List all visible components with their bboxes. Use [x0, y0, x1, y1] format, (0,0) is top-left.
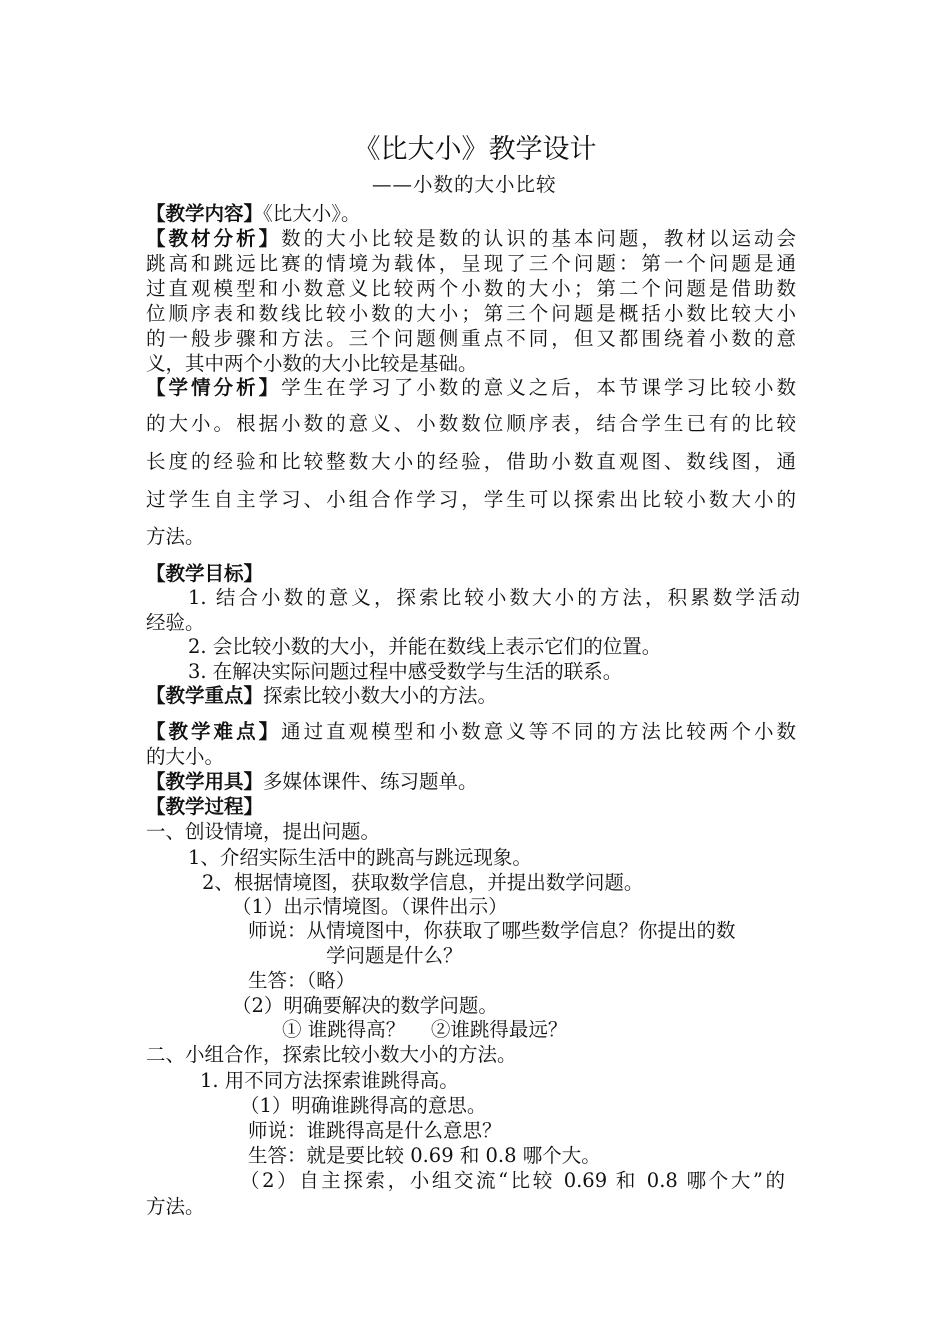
section-goals — [146, 561, 263, 587]
section-text: 《比大小》。 — [263, 202, 361, 225]
section-tools — [146, 769, 478, 795]
process-heading: 二、小组合作，探索比较小数大小的方法。 — [146, 1043, 517, 1066]
section-difficulty — [146, 719, 796, 745]
paragraph-line: 长度的经验和比较整数大小的经验，借助小数直观图、数线图，通 — [146, 450, 796, 473]
section-key-point — [146, 683, 497, 709]
process-line: （1）明确谁跳得高的意思。 — [240, 1094, 487, 1117]
section-label: 【教学内容】 — [146, 202, 264, 225]
section-label: 【教材分析】 — [146, 227, 282, 250]
section-label: 【学情分析】 — [146, 376, 282, 399]
section-students — [146, 375, 796, 401]
goal-item: 经验。 — [146, 611, 205, 634]
paragraph-line: 的一般步骤和方法。三个问题侧重点不同，但又都围绕着小数的意 — [146, 327, 796, 350]
paragraph-line: 数的大小比较是数的认识的基本问题，教材以运动会 — [281, 227, 796, 250]
process-line: 1. 用不同方法探索谁跳得高。 — [200, 1069, 459, 1092]
paragraph-line: 位顺序表和数线比较小数的大小；第三个问题是概括小数比较大小 — [146, 302, 796, 325]
process-line: 1、介绍实际生活中的跳高与跳远现象。 — [188, 846, 532, 869]
section-label: 【教学难点】 — [146, 720, 282, 743]
section-material — [146, 226, 796, 252]
document-title: 《比大小》教学设计 — [353, 134, 597, 165]
paragraph-line: 的大小。根据小数的意义、小数数位顺序表，结合学生已有的比较 — [146, 412, 796, 435]
goal-item: 2. 会比较小数的大小，并能在数线上表示它们的位置。 — [188, 635, 662, 658]
paragraph-line: 的大小。 — [146, 745, 225, 768]
paragraph-line: 过直观模型和小数意义比较两个小数的大小；第二个问题是借助数 — [146, 277, 796, 300]
process-line: 2、根据情境图，获取数学信息，并提出数学问题。 — [202, 871, 644, 894]
process-line: 方法。 — [146, 1195, 205, 1218]
section-text: 探索比较小数大小的方法。 — [263, 684, 498, 707]
process-line: 生答：就是要比较 0.69 和 0.8 哪个大。 — [248, 1144, 601, 1167]
process-heading: 一、创设情境，提出问题。 — [146, 820, 381, 843]
paragraph-line: 通过直观模型和小数意义等不同的方法比较两个小数 — [281, 720, 796, 743]
goal-item: 1. 结合小数的意义，探索比较小数大小的方法，积累数学活动 — [188, 586, 800, 609]
process-line: （1）出示情境图。（课件出示） — [232, 895, 508, 918]
paragraph-line: 跳高和跳远比赛的情境为载体，呈现了三个问题：第一个问题是通 — [146, 252, 796, 275]
section-label: 【教学过程】 — [146, 795, 264, 818]
section-process — [146, 794, 263, 820]
section-label: 【教学目标】 — [146, 562, 264, 585]
process-line: （2）自主探索，小组交流“比较 0.69 和 0.8 哪个大”的 — [240, 1169, 785, 1192]
goal-item: 3. 在解决实际问题过程中感受数学与生活的联系。 — [188, 660, 623, 683]
process-line: 学问题是什么？ — [326, 944, 463, 967]
paragraph-line: 义，其中两个小数的大小比较是基础。 — [146, 352, 478, 375]
paragraph-line: 过学生自主学习、小组合作学习，学生可以探索出比较小数大小的 — [146, 488, 796, 511]
section-text: 多媒体课件、练习题单。 — [263, 770, 478, 793]
paragraph-line: 方法。 — [146, 525, 205, 548]
process-line: （2）明确要解决的数学问题。 — [232, 994, 498, 1017]
paragraph-line: 学生在学习了小数的意义之后，本节课学习比较小数 — [281, 376, 796, 399]
process-line: 师说：谁跳得高是什么意思？ — [248, 1119, 502, 1142]
process-line: ① 谁跳得高？ ②谁跳得最远？ — [282, 1018, 568, 1041]
section-label: 【教学用具】 — [146, 770, 264, 793]
section-content — [146, 201, 361, 227]
process-line: 师说：从情境图中，你获取了哪些数学信息？你提出的数 — [248, 919, 736, 942]
process-line: 生答：（略） — [248, 969, 356, 992]
section-label: 【教学重点】 — [146, 684, 264, 707]
document-subtitle: ——小数的大小比较 — [372, 173, 557, 196]
